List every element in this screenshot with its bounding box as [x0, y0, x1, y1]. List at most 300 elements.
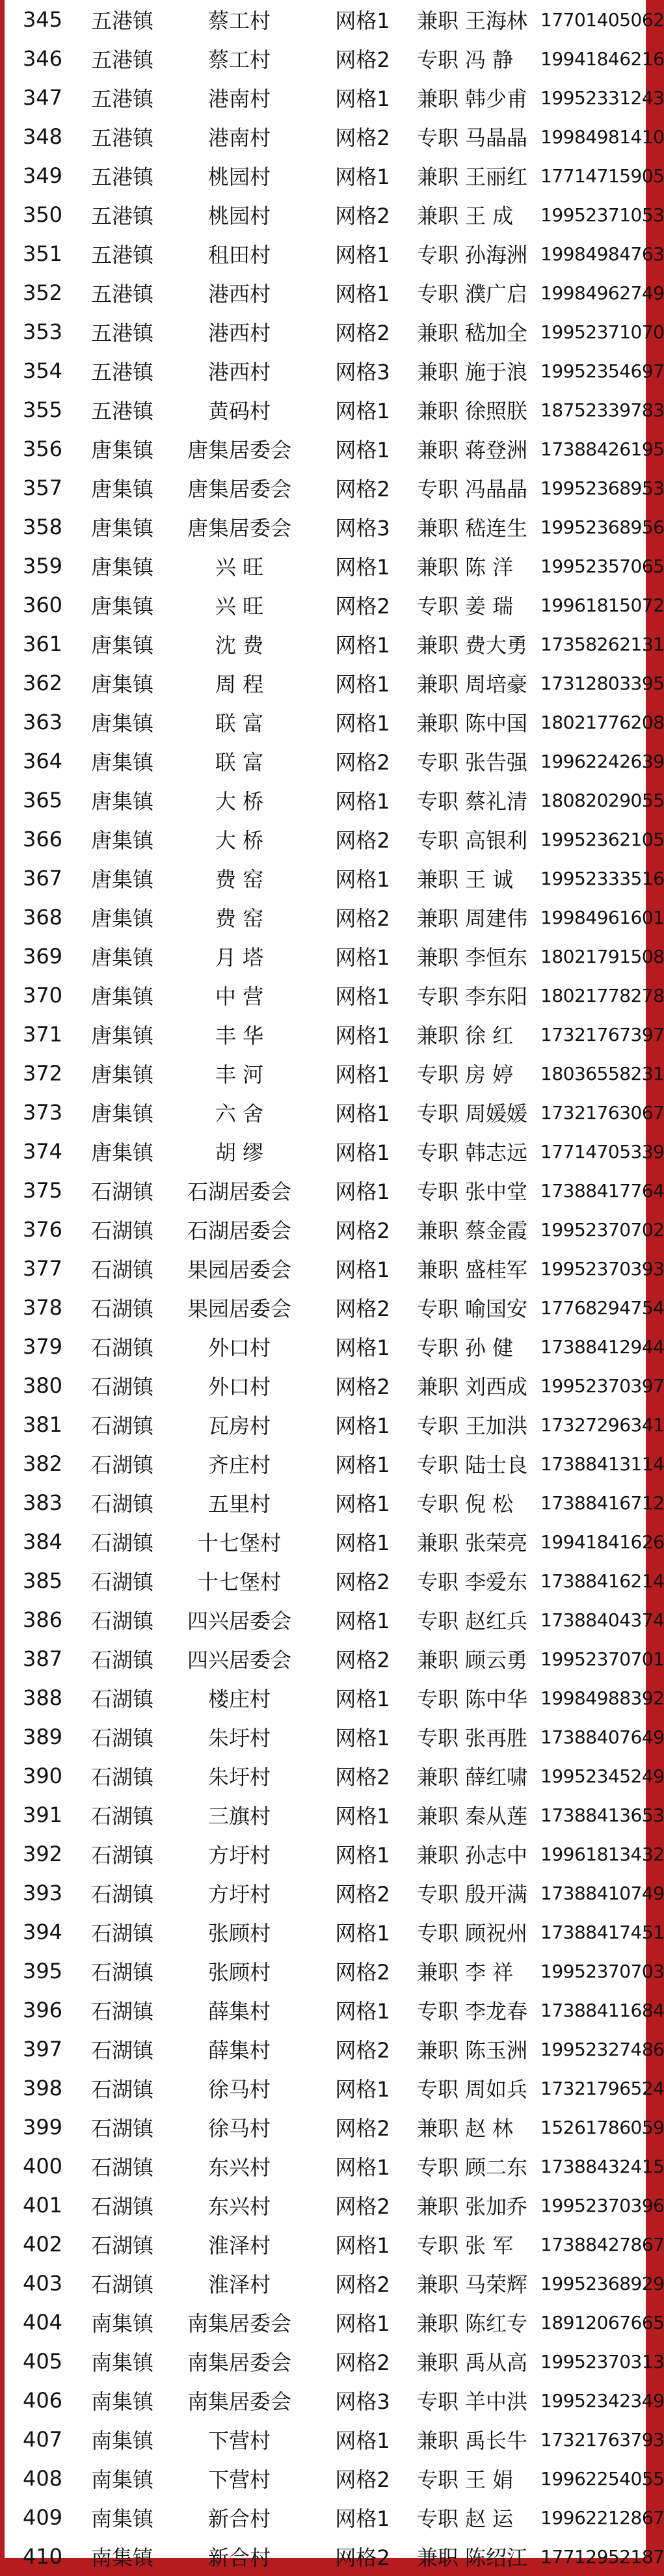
- village-name: 六 舍: [215, 1101, 264, 1126]
- phone-number: 17321796524: [540, 2077, 664, 2099]
- town-name: 石湖镇: [90, 2038, 153, 2063]
- duty-type: 兼职: [416, 1804, 458, 1829]
- village-name: 联 富: [215, 711, 264, 736]
- village-name: 黄码村: [207, 399, 271, 423]
- town-name: 唐集镇: [90, 477, 153, 502]
- table-row: [5, 2537, 664, 2576]
- staff-name: 韩志远: [465, 1140, 528, 1165]
- phone-number: 18021778278: [540, 984, 664, 1006]
- row-number: 368: [22, 905, 63, 930]
- town-name: 石湖镇: [90, 1257, 153, 1282]
- staff-name: 羊中洪: [465, 2389, 528, 2414]
- village-name: 朱圩村: [207, 1726, 271, 1751]
- staff-name: 施于浪: [465, 360, 528, 384]
- village-name: 月 塔: [215, 945, 264, 970]
- town-name: 唐集镇: [90, 1023, 153, 1048]
- grid-label: 网格2: [335, 47, 390, 72]
- duty-type: 兼职: [416, 867, 458, 892]
- phone-number: 19961815072: [540, 594, 664, 616]
- row-number: 349: [22, 163, 63, 188]
- duty-type: 专职: [416, 1062, 458, 1087]
- table-row: [5, 468, 664, 507]
- duty-type: 兼职: [416, 165, 458, 189]
- phone-number: 15261786059: [540, 2116, 664, 2138]
- phone-number: 19962254055: [540, 2467, 664, 2489]
- phone-number: 19952370313: [540, 2350, 664, 2372]
- town-name: 石湖镇: [90, 1687, 153, 1711]
- staff-name: 禹长牛: [465, 2428, 528, 2453]
- duty-type: 专职: [416, 789, 458, 814]
- duty-type: 专职: [416, 1140, 458, 1165]
- town-name: 石湖镇: [90, 1179, 153, 1204]
- phone-number: 19952342349: [540, 2389, 664, 2411]
- village-name: 新合村: [207, 2506, 271, 2531]
- grid-label: 网格2: [335, 906, 390, 931]
- village-name: 沈 费: [215, 633, 264, 658]
- duty-type: 兼职: [416, 2272, 458, 2297]
- table-row: [5, 1873, 664, 1912]
- duty-type: 兼职: [416, 672, 458, 697]
- row-number: 393: [22, 1881, 63, 1905]
- grid-label: 网格1: [335, 399, 390, 423]
- village-name: 新合村: [207, 2545, 271, 2570]
- village-name: 下营村: [207, 2467, 271, 2492]
- town-name: 石湖镇: [90, 1921, 153, 1946]
- duty-type: 专职: [416, 2506, 458, 2531]
- table-row: [5, 1015, 664, 1054]
- table-row: [5, 2381, 664, 2420]
- row-number: 352: [22, 280, 63, 305]
- town-name: 五港镇: [90, 165, 153, 189]
- phone-number: 19984962749: [540, 282, 664, 304]
- table-row: [5, 1639, 664, 1678]
- village-name: 港西村: [207, 360, 271, 384]
- staff-name: 秦从莲: [465, 1804, 528, 1829]
- phone-number: 17388413114: [540, 1453, 664, 1475]
- table-row: [5, 2186, 664, 2225]
- staff-name: 王海林: [465, 8, 528, 33]
- staff-name: 王 娟: [465, 2467, 514, 2492]
- town-name: 石湖镇: [90, 2194, 153, 2219]
- duty-type: 专职: [416, 1726, 458, 1751]
- table-row: [5, 1912, 664, 1952]
- row-number: 359: [22, 554, 63, 578]
- town-name: 唐集镇: [90, 945, 153, 970]
- phone-number: 19952370397: [540, 1375, 664, 1397]
- staff-name: 周建伟: [465, 906, 528, 931]
- village-name: 四兴居委会: [187, 1609, 291, 1633]
- row-number: 406: [22, 2388, 63, 2413]
- row-number: 387: [22, 1646, 63, 1671]
- village-name: 石湖居委会: [187, 1218, 291, 1243]
- village-name: 港西村: [207, 321, 271, 345]
- duty-type: 兼职: [416, 2194, 458, 2219]
- town-name: 唐集镇: [90, 867, 153, 892]
- row-number: 404: [22, 2310, 63, 2335]
- staff-name: 周媛媛: [465, 1101, 528, 1126]
- grid-label: 网格1: [335, 2506, 390, 2531]
- table-row: [5, 1249, 664, 1288]
- staff-name: 陈 洋: [465, 555, 514, 580]
- table-row: [5, 2420, 664, 2459]
- grid-label: 网格1: [335, 1687, 390, 1711]
- staff-name: 马晶晶: [465, 126, 528, 150]
- grid-label: 网格1: [335, 282, 390, 306]
- village-name: 唐集居委会: [187, 438, 291, 463]
- table-row: [5, 781, 664, 820]
- phone-number: 17712952187: [540, 2545, 664, 2568]
- village-name: 唐集居委会: [187, 477, 291, 502]
- row-number: 392: [22, 1842, 63, 1866]
- phone-number: 17321763793: [540, 2428, 664, 2450]
- town-name: 石湖镇: [90, 1570, 153, 1594]
- staff-name: 李 祥: [465, 1960, 514, 1985]
- duty-type: 专职: [416, 1492, 458, 1516]
- duty-type: 专职: [416, 1335, 458, 1360]
- row-number: 397: [22, 2037, 63, 2061]
- table-row: [5, 0, 664, 39]
- grid-label: 网格1: [335, 1804, 390, 1829]
- row-number: 366: [22, 827, 63, 852]
- staff-name: 张荣亮: [465, 1531, 528, 1555]
- phone-number: 17388426195: [540, 438, 664, 460]
- phone-number: 18021776208: [540, 711, 664, 733]
- duty-type: 兼职: [416, 2038, 458, 2063]
- village-name: 薛集村: [207, 2038, 271, 2063]
- row-number: 369: [22, 944, 63, 969]
- grid-label: 网格1: [335, 8, 390, 33]
- row-number: 398: [22, 2076, 63, 2100]
- staff-name: 赵 运: [465, 2506, 514, 2531]
- village-name: 蔡工村: [207, 8, 271, 33]
- town-name: 石湖镇: [90, 1765, 153, 1790]
- village-name: 五里村: [207, 1492, 271, 1516]
- village-name: 齐庄村: [207, 1453, 271, 1477]
- grid-label: 网格1: [335, 1843, 390, 1868]
- village-name: 周 程: [215, 672, 264, 697]
- duty-type: 专职: [416, 984, 458, 1009]
- grid-label: 网格1: [335, 1101, 390, 1126]
- row-number: 405: [22, 2349, 63, 2374]
- grid-label: 网格2: [335, 2038, 390, 2063]
- phone-number: 17388416214: [540, 1570, 664, 1592]
- row-number: 377: [22, 1256, 63, 1281]
- grid-label: 网格3: [335, 2389, 390, 2414]
- table-row: [5, 1444, 664, 1483]
- village-name: 果园居委会: [187, 1257, 291, 1282]
- grid-label: 网格2: [335, 1882, 390, 1907]
- phone-number: 19952371070: [540, 321, 664, 343]
- staff-name: 陈中华: [465, 1687, 528, 1711]
- grid-label: 网格1: [335, 1726, 390, 1751]
- staff-name: 嵇连生: [465, 516, 528, 541]
- row-number: 370: [22, 983, 63, 1008]
- staff-name: 马荣辉: [465, 2272, 528, 2297]
- table-row: [5, 351, 664, 390]
- town-name: 唐集镇: [90, 789, 153, 814]
- town-name: 石湖镇: [90, 2272, 153, 2297]
- staff-name: 孙 健: [465, 1335, 514, 1360]
- duty-type: 兼职: [416, 1218, 458, 1243]
- town-name: 南集镇: [90, 2506, 153, 2531]
- table-row: [5, 1132, 664, 1171]
- village-name: 南集居委会: [187, 2311, 291, 2336]
- table-row: [5, 2303, 664, 2342]
- row-number: 410: [22, 2544, 63, 2569]
- staff-name: 李爱东: [465, 1570, 528, 1594]
- grid-label: 网格1: [335, 1609, 390, 1633]
- village-name: 大 桥: [215, 789, 264, 814]
- duty-type: 专职: [416, 477, 458, 502]
- table-row: [5, 1756, 664, 1795]
- town-name: 五港镇: [90, 399, 153, 423]
- town-name: 五港镇: [90, 204, 153, 228]
- table-row: [5, 1210, 664, 1249]
- grid-label: 网格1: [335, 1257, 390, 1282]
- phone-number: 19952370396: [540, 2194, 664, 2216]
- grid-label: 网格1: [335, 1179, 390, 1204]
- town-name: 南集镇: [90, 2311, 153, 2336]
- grid-label: 网格1: [335, 672, 390, 697]
- phone-number: 19952371053: [540, 204, 664, 226]
- row-number: 403: [22, 2271, 63, 2296]
- table-row: [5, 2498, 664, 2537]
- duty-type: 兼职: [416, 438, 458, 463]
- village-name: 张顾村: [207, 1921, 271, 1946]
- staff-name: 赵 林: [465, 2116, 514, 2141]
- grid-label: 网格1: [335, 711, 390, 736]
- row-number: 350: [22, 202, 63, 227]
- staff-name: 喻国安: [465, 1296, 528, 1321]
- row-number: 383: [22, 1490, 63, 1515]
- staff-name: 冯晶晶: [465, 477, 528, 502]
- grid-label: 网格3: [335, 360, 390, 384]
- grid-label: 网格1: [335, 1023, 390, 1048]
- town-name: 唐集镇: [90, 555, 153, 580]
- phone-number: 19952331243: [540, 87, 664, 109]
- duty-type: 兼职: [416, 1843, 458, 1868]
- duty-type: 专职: [416, 1999, 458, 2024]
- grid-label: 网格1: [335, 2155, 390, 2180]
- duty-type: 兼职: [416, 1960, 458, 1985]
- town-name: 石湖镇: [90, 1999, 153, 2024]
- village-name: 朱圩村: [207, 1765, 271, 1790]
- village-name: 淮泽村: [207, 2233, 271, 2258]
- grid-label: 网格2: [335, 828, 390, 853]
- town-name: 石湖镇: [90, 2116, 153, 2141]
- phone-number: 19952345249: [540, 1765, 664, 1787]
- village-name: 徐马村: [207, 2116, 271, 2141]
- grid-label: 网格1: [335, 2233, 390, 2258]
- grid-label: 网格2: [335, 1218, 390, 1243]
- row-number: 363: [22, 710, 63, 734]
- staff-name: 李东阳: [465, 984, 528, 1009]
- phone-number: 19952370703: [540, 1960, 664, 1982]
- table-row: [5, 2030, 664, 2069]
- town-name: 唐集镇: [90, 1062, 153, 1087]
- duty-type: 专职: [416, 1570, 458, 1594]
- village-name: 东兴村: [207, 2194, 271, 2219]
- village-name: 下营村: [207, 2428, 271, 2453]
- village-name: 大 桥: [215, 828, 264, 853]
- row-number: 371: [22, 1022, 63, 1047]
- village-name: 港南村: [207, 126, 271, 150]
- phone-number: 17388432415: [540, 2155, 664, 2177]
- village-name: 瓦房村: [207, 1414, 271, 1438]
- grid-label: 网格2: [335, 2194, 390, 2219]
- table-row: [5, 1561, 664, 1600]
- row-number: 394: [22, 1920, 63, 1944]
- row-number: 354: [22, 358, 63, 383]
- village-name: 方圩村: [207, 1882, 271, 1907]
- grid-label: 网格2: [335, 2545, 390, 2570]
- town-name: 石湖镇: [90, 1843, 153, 1868]
- grid-label: 网格1: [335, 867, 390, 892]
- duty-type: 专职: [416, 828, 458, 853]
- phone-number: 17388413653: [540, 1804, 664, 1826]
- staff-name: 蒋登洲: [465, 438, 528, 463]
- row-number: 391: [22, 1803, 63, 1827]
- table-row: [5, 156, 664, 195]
- duty-type: 兼职: [416, 2116, 458, 2141]
- table-row: [5, 664, 664, 703]
- table-row: [5, 273, 664, 312]
- town-name: 石湖镇: [90, 1726, 153, 1751]
- duty-type: 专职: [416, 1453, 458, 1477]
- phone-number: 19984981410: [540, 126, 664, 148]
- town-name: 五港镇: [90, 47, 153, 72]
- grid-label: 网格2: [335, 477, 390, 502]
- table-row: [5, 429, 664, 468]
- table-row: [5, 117, 664, 156]
- phone-number: 17327296341: [540, 1414, 664, 1436]
- row-number: 376: [22, 1217, 63, 1242]
- table-row: [5, 2459, 664, 2498]
- staff-name: 濮广启: [465, 282, 528, 306]
- grid-label: 网格1: [335, 87, 390, 111]
- town-name: 唐集镇: [90, 633, 153, 658]
- grid-label: 网格1: [335, 1335, 390, 1360]
- village-name: 楼庄村: [207, 1687, 271, 1711]
- town-name: 五港镇: [90, 243, 153, 267]
- grid-label: 网格1: [335, 1414, 390, 1438]
- phone-number: 19941841626: [540, 1531, 664, 1553]
- row-number: 361: [22, 632, 63, 656]
- table-row: [5, 820, 664, 859]
- village-name: 方圩村: [207, 1843, 271, 1868]
- grid-label: 网格2: [335, 1375, 390, 1399]
- table-row: [5, 2108, 664, 2147]
- phone-number: 19952333516: [540, 867, 664, 889]
- grid-label: 网格1: [335, 2311, 390, 2336]
- table-row: [5, 1366, 664, 1405]
- grid-label: 网格2: [335, 321, 390, 345]
- staff-name: 刘西成: [465, 1375, 528, 1399]
- table-row: [5, 703, 664, 742]
- town-name: 石湖镇: [90, 1609, 153, 1633]
- town-name: 唐集镇: [90, 984, 153, 1009]
- grid-label: 网格2: [335, 126, 390, 150]
- town-name: 石湖镇: [90, 1414, 153, 1438]
- phone-number: 19952370393: [540, 1257, 664, 1280]
- phone-number: 17714715905: [540, 165, 664, 187]
- table-row: [5, 1522, 664, 1561]
- row-number: 345: [22, 7, 63, 32]
- grid-label: 网格2: [335, 2272, 390, 2297]
- grid-label: 网格2: [335, 594, 390, 619]
- duty-type: 兼职: [416, 87, 458, 111]
- phone-number: 19962212867: [540, 2506, 664, 2529]
- table-row: [5, 507, 664, 546]
- row-number: 353: [22, 319, 63, 344]
- phone-number: 19984984763: [540, 243, 664, 265]
- row-number: 357: [22, 476, 63, 500]
- staff-name: 周如兵: [465, 2077, 528, 2102]
- village-name: 四兴居委会: [187, 1648, 291, 1672]
- grid-label: 网格1: [335, 633, 390, 658]
- table-row: [5, 1600, 664, 1639]
- staff-name: 王 诚: [465, 867, 514, 892]
- grid-label: 网格1: [335, 1140, 390, 1165]
- table-row: [5, 312, 664, 351]
- table-row: [5, 2147, 664, 2186]
- staff-name: 徐照朕: [465, 399, 528, 423]
- phone-number: 19984988392: [540, 1687, 664, 1709]
- table-row: [5, 39, 664, 78]
- row-number: 379: [22, 1334, 63, 1359]
- duty-type: 兼职: [416, 204, 458, 228]
- staff-name: 陈玉洲: [465, 2038, 528, 2063]
- row-number: 389: [22, 1724, 63, 1749]
- grid-label: 网格1: [335, 1492, 390, 1516]
- staff-name: 殷开满: [465, 1882, 528, 1907]
- grid-label: 网格1: [335, 2428, 390, 2453]
- staff-name: 蔡金霞: [465, 1218, 528, 1243]
- duty-type: 专职: [416, 2467, 458, 2492]
- village-name: 胡 缪: [215, 1140, 264, 1165]
- duty-type: 专职: [416, 126, 458, 150]
- grid-label: 网格1: [335, 1531, 390, 1555]
- village-name: 兴 旺: [215, 594, 264, 619]
- duty-type: 专职: [416, 1179, 458, 1204]
- staff-name: 周培豪: [465, 672, 528, 697]
- table-row: [5, 1795, 664, 1834]
- phone-number: 19984961601: [540, 906, 664, 928]
- staff-name: 王 成: [465, 204, 514, 228]
- town-name: 唐集镇: [90, 516, 153, 541]
- row-number: 396: [22, 1998, 63, 2022]
- table-row: [5, 585, 664, 624]
- duty-type: 专职: [416, 1609, 458, 1633]
- row-number: 355: [22, 397, 63, 422]
- phone-number: 19952362105: [540, 828, 664, 850]
- grid-label: 网格2: [335, 1648, 390, 1672]
- town-name: 五港镇: [90, 282, 153, 306]
- duty-type: 兼职: [416, 906, 458, 931]
- phone-number: 18752339783: [540, 399, 664, 421]
- phone-number: 18036558231: [540, 1062, 664, 1084]
- row-number: 364: [22, 749, 63, 773]
- row-number: 367: [22, 866, 63, 891]
- grid-label: 网格2: [335, 204, 390, 228]
- town-name: 唐集镇: [90, 828, 153, 853]
- duty-type: 兼职: [416, 8, 458, 33]
- duty-type: 专职: [416, 2233, 458, 2258]
- grid-label: 网格2: [335, 2467, 390, 2492]
- town-name: 唐集镇: [90, 438, 153, 463]
- row-number: 390: [22, 1764, 63, 1788]
- town-name: 五港镇: [90, 321, 153, 345]
